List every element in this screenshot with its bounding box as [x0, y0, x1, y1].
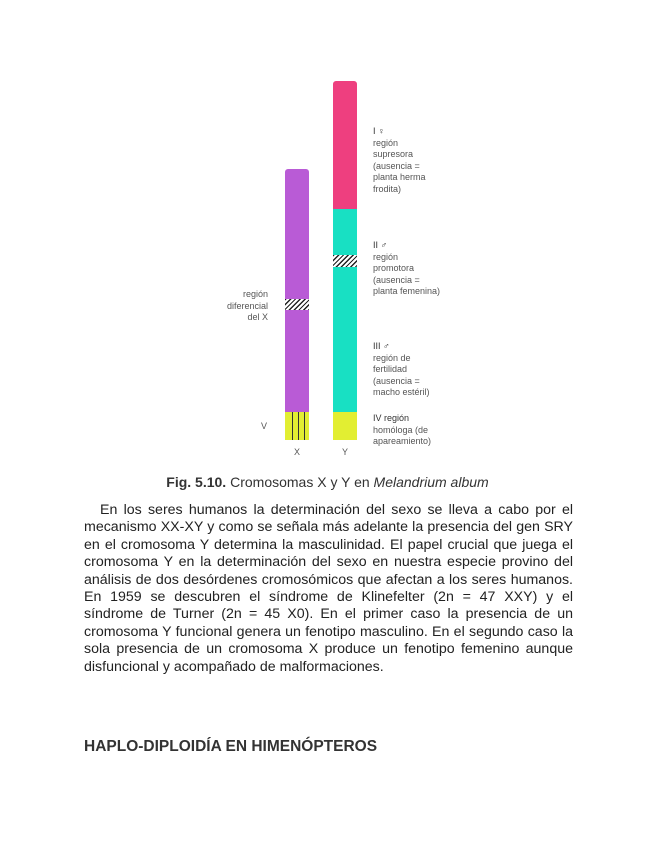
chromosome-y-region-ii-iii — [333, 209, 357, 412]
section-heading: HAPLO-DIPLOIDÍA EN HIMENÓPTEROS — [84, 738, 378, 755]
chromosome-x-label: X — [294, 447, 301, 457]
y-region-iv-label: IV región homóloga (de apareamiento) — [373, 413, 432, 446]
chromosome-y-region-i — [333, 81, 357, 209]
chromosome-y — [333, 81, 357, 440]
caption-species: Melandrium album — [373, 474, 489, 490]
chromosome-x-hatched-band — [285, 299, 309, 310]
body-paragraph: En los seres humanos la determinación del sexo se lleva a cabo por el mecanismo XX-XY y como se señala más adelante la presencia del gen SRY en el cromosoma Y determina la masculinidad. El papel crucial que juega el cromosoma Y en la determinación del sexo en nuestra especie provino del análisis de dos desórdenes cromosómicos que afectan a los seres humanos. En 1959 se descubren el síndrome de Klinefelter (2n = 47 XXY) y el síndrome de Turner (2n = 45 X0). En el primer caso la presencia de un cromosoma Y funcional genera un fenotipo masculino. En el segundo caso la sola presencia de un cromosoma X produce un fenotipo femenino aunque disfuncional y acompañado de malformaciones. — [84, 502, 573, 675]
figure-caption — [0, 474, 655, 490]
caption-number: Fig. 5.10. — [166, 474, 227, 490]
y-region-iii-label: III ♂ región de fertilidad (ausencia = macho estéril) — [373, 341, 430, 397]
y-region-i-label: I ♀ región supresora (ausencia = planta herma frodita) — [373, 126, 426, 194]
chromosome-x-body — [285, 169, 309, 412]
chromosome-y-label: Y — [342, 447, 349, 457]
x-segment-v-label: V — [261, 421, 268, 431]
chromosome-y-hatched-band — [333, 255, 357, 267]
chromosome-x-region-v — [285, 412, 309, 440]
chromosome-x — [285, 169, 309, 440]
chromosome-y-region-iv — [333, 412, 357, 440]
caption-text: Cromosomas X y Y en — [230, 474, 370, 490]
x-region-label: región diferencial del X — [226, 289, 268, 322]
y-region-ii-label: II ♂ región promotora (ausencia = planta femenina) — [373, 240, 441, 296]
